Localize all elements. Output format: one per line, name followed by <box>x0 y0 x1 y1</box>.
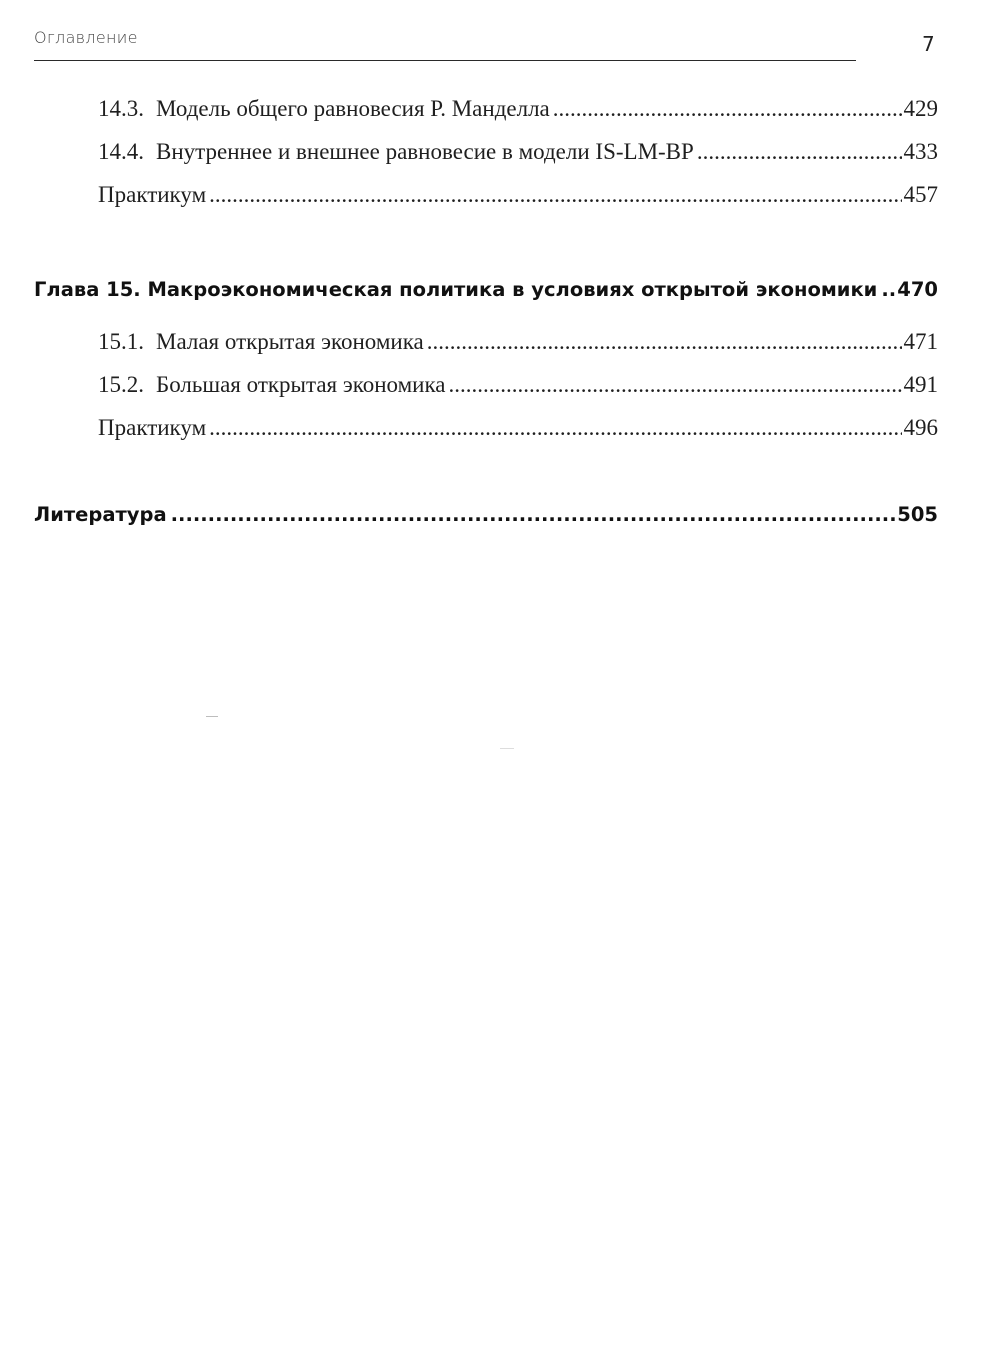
scan-speck <box>206 716 218 717</box>
section-number: 15.2. <box>98 372 144 397</box>
section-title: Малая открытая экономика <box>156 329 424 354</box>
toc-entry-15-1[interactable] <box>98 329 938 355</box>
page-ref: 496 <box>903 415 938 440</box>
toc-entry-label <box>98 415 206 441</box>
dot-leader <box>427 329 902 355</box>
toc-entry-practicum-15[interactable] <box>98 415 938 441</box>
toc-bibliography[interactable] <box>34 503 938 526</box>
page-ref: 429 <box>903 96 938 121</box>
running-header <box>34 26 856 61</box>
page-number: 7 <box>922 32 935 56</box>
dot-leader <box>553 96 902 122</box>
section-title: Внутреннее и внешнее равновесие в модели IS-LM-BP <box>156 139 694 164</box>
toc-entry-label <box>98 182 206 208</box>
section-title: Большая открытая экономика <box>156 372 446 397</box>
section-title: Практикум <box>98 415 207 440</box>
page-ref: 433 <box>903 139 938 164</box>
section-number: 14.4. <box>98 139 144 164</box>
scan-speck <box>500 748 514 749</box>
toc-entry-15-2[interactable] <box>98 372 938 398</box>
dot-leader <box>209 182 901 208</box>
bibliography-title: Литература <box>34 503 167 526</box>
section-title: Модель общего равновесия Р. Манделла <box>156 96 550 121</box>
page-ref: 470 <box>897 278 938 301</box>
toc-entry-label <box>98 96 550 122</box>
toc-chapter-15[interactable] <box>34 278 938 301</box>
dot-leader <box>209 415 901 441</box>
chapter-title: Глава 15. Макроэкономическая политика в условиях открытой экономики <box>34 278 878 301</box>
toc-entry-14-3[interactable] <box>98 96 938 122</box>
section-number: 14.3. <box>98 96 144 121</box>
section-number: 15.1. <box>98 329 144 354</box>
toc-entry-label <box>98 329 424 355</box>
dot-leader <box>171 503 897 526</box>
dot-leader <box>449 372 902 398</box>
toc-entry-label <box>98 139 694 165</box>
dot-leader <box>881 278 896 301</box>
toc-entry-14-4[interactable] <box>98 139 938 165</box>
page-ref: 457 <box>903 182 938 207</box>
page-ref: 491 <box>903 372 938 397</box>
toc-entry-practicum-14[interactable] <box>98 182 938 208</box>
dot-leader <box>697 139 902 165</box>
page-ref: 471 <box>903 329 938 354</box>
page-ref: 505 <box>897 503 938 526</box>
toc-entry-label <box>98 372 446 398</box>
running-title: Оглавление <box>34 28 138 47</box>
section-title: Практикум <box>98 182 207 207</box>
